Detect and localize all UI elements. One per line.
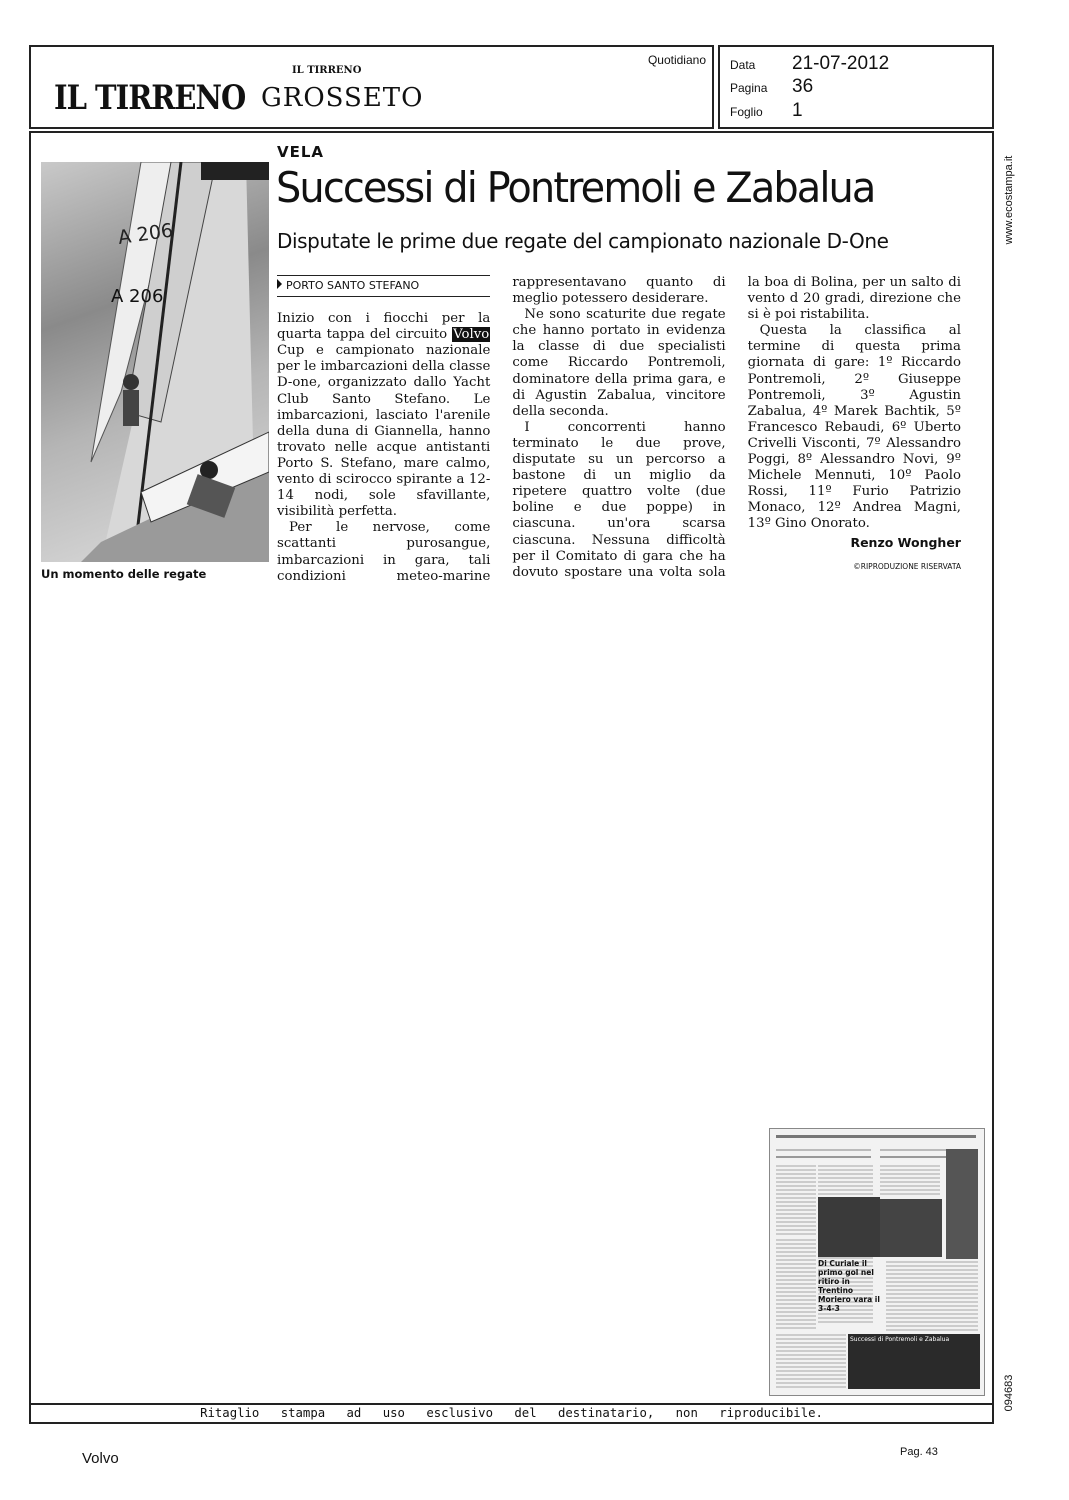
page-label: Pagina (730, 81, 768, 95)
side-url: www.ecostampa.it (1003, 155, 1015, 245)
article-body (277, 275, 961, 587)
regatta-photo (41, 162, 269, 562)
sheet-value: 1 (792, 100, 803, 121)
highlight-keyword: Volvo (453, 327, 490, 343)
date-label: Data (730, 58, 756, 72)
masthead-title: IL TIRRENO (54, 78, 246, 118)
date-value: 21-07-2012 (792, 53, 890, 74)
page-number: Pag. 43 (900, 1446, 938, 1458)
triangle-icon (277, 279, 282, 289)
sail-number-1: A 206 (116, 219, 175, 249)
sheet-row (730, 100, 803, 122)
publication-type: Quotidiano (647, 53, 706, 67)
page-subject: Volvo (82, 1450, 119, 1467)
page-value: 36 (792, 76, 814, 97)
date-row (730, 53, 889, 75)
thumb-headline: Di Curiale il primo gol nel ritiro in Trentino Moriero vara il 3-4-3 (818, 1259, 880, 1313)
side-code: 094683 (1003, 1374, 1015, 1412)
masthead-box (29, 45, 714, 129)
page-row (730, 76, 813, 98)
article-frame (29, 131, 994, 1424)
paragraph-5: Questa la classifica al termine di questa prima giornata di gare: 1º Riccardo Pontremoli, 2º Giuseppe Pontremoli, 3º Agustin Zabalua, 4º Marek Bachtik, 5º Francesco Rebaudi, 6º Uberto Crivelli Visconti, 7º Alessandro Poggi, 8º Alessandro Novi, 9º Michele Mennuti, 10º Paolo Rossi, 11º Furio Patrizio Monaco, 12º Andrea Magni, 13º Gino Onorato. (747, 323, 961, 532)
sheet-label: Foglio (730, 105, 763, 119)
footer-note: Ritaglio stampa ad uso esclusivo del destinatario, non riproducibile. (31, 1403, 992, 1422)
edition-name: GROSSETO (261, 83, 424, 113)
dateline: PORTO SANTO STEFANO (277, 275, 490, 297)
sailboat-illustration (41, 162, 269, 562)
paragraph-1: Inizio con i fiocchi per la quarta tappa del circuito Volvo Cup e campionato nazionale per le imbarcazioni della classe D-one, organizzato dallo Yacht Club Santo Stefano. Le imbarcazioni, lasciato l'arenile della duna di Giannella, hanno trovato nelle acque antistanti Porto S. Stefano, mare calmo, vento di scirocco spirante a 12-14 nodi, sole sfavillante, visibilità perfetta. (277, 311, 491, 520)
rights-notice: ©RIPRODUZIONE RISERVATA (853, 561, 961, 571)
page-thumbnail (769, 1128, 985, 1396)
article-headline: Successi di Pontremoli e Zabalua (276, 163, 875, 212)
photo-caption: Un momento delle regate (41, 567, 207, 581)
author: Renzo Wongher (850, 534, 961, 550)
masthead-small: IL TIRRENO (292, 65, 362, 76)
paragraph-4: I concorrenti hanno terminato le due prove, disputate su un percorso a bastone di un miglio da ripetere quattro volte (due boline e due poppe) in ciascuna. un'ora scarsa ciascuna. Nessuna difficoltà per il Comitato di gara che ha dovuto spostare una volta sola la boa di Bolina, per un salto di vento d 20 gradi, direzione che si è poi ristabilita. (512, 275, 961, 580)
paragraph-3: Ne sono scaturite due regate che hanno portato in evidenza la classe di due specialisti come Riccardo Pontremoli, dominatore della prima gara, e di Agustin Zabalua, vincitore della seconda. (512, 307, 726, 419)
thumb-clip-headline: Successi di Pontremoli e Zabalua (848, 1334, 980, 1389)
article-subheadline: Disputate le prime due regate del campionato nazionale D-One (277, 229, 889, 253)
section-kicker: VELA (277, 143, 325, 161)
sail-number-2: A 206 (111, 286, 164, 307)
paragraph-2: Per le nervose, come scattanti purosangue, imbarcazioni in gara, tali condizioni meteo-marine rappresentavano quanto di meglio potessero desiderare. (277, 275, 726, 584)
meta-box (718, 45, 994, 129)
